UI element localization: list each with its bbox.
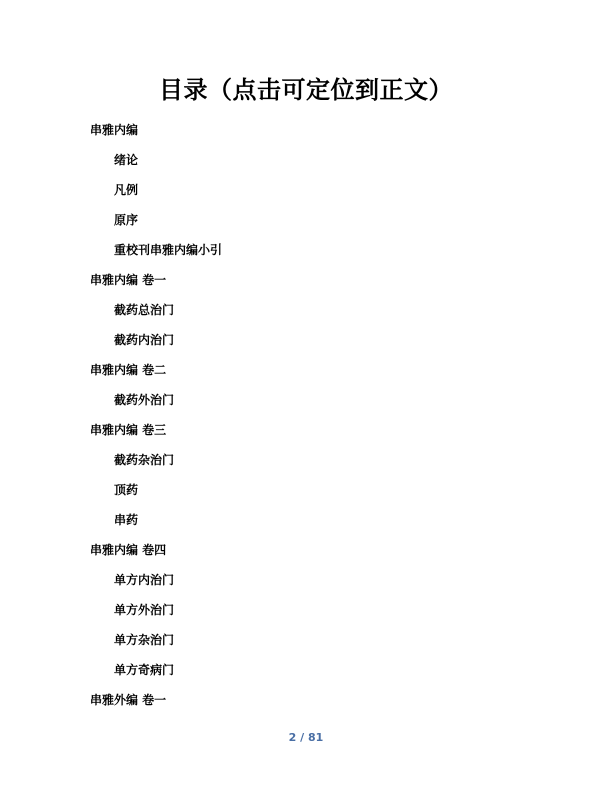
toc-entry-link[interactable]: 截药内治门 xyxy=(114,333,175,347)
toc-section-link[interactable]: 串雅内编 卷一 xyxy=(90,273,167,287)
toc-entry-link[interactable]: 原序 xyxy=(114,213,139,227)
toc-section-link[interactable]: 串雅外编 卷一 xyxy=(90,693,167,707)
toc-entry-link[interactable]: 单方杂治门 xyxy=(114,633,175,647)
table-of-contents xyxy=(0,120,612,720)
toc-section-link[interactable]: 串雅内编 卷二 xyxy=(90,363,167,377)
toc-entry-link[interactable]: 串药 xyxy=(114,513,139,527)
toc-entry-link[interactable]: 截药杂治门 xyxy=(114,453,175,467)
page-number: 2 / 81 xyxy=(288,731,324,744)
toc-entry-link[interactable]: 单方内治门 xyxy=(114,573,175,587)
toc-entry-link[interactable]: 单方外治门 xyxy=(114,603,175,617)
toc-entry-link[interactable]: 截药外治门 xyxy=(114,393,175,407)
toc-entry-link[interactable]: 凡例 xyxy=(114,183,139,197)
toc-section-link[interactable]: 串雅内编 卷三 xyxy=(90,423,167,437)
toc-entry-link[interactable]: 单方奇病门 xyxy=(114,663,175,677)
toc-section-link[interactable]: 串雅内编 卷四 xyxy=(90,543,167,557)
toc-entry-link[interactable]: 顶药 xyxy=(114,483,139,497)
toc-entry-link[interactable]: 重校刊串雅内编小引 xyxy=(114,243,223,257)
toc-section-link[interactable]: 串雅内编 xyxy=(90,123,139,137)
page-title: 目录（点击可定位到正文） xyxy=(159,76,453,104)
toc-entry-link[interactable]: 绪论 xyxy=(114,153,139,167)
toc-entry-link[interactable]: 截药总治门 xyxy=(114,303,175,317)
